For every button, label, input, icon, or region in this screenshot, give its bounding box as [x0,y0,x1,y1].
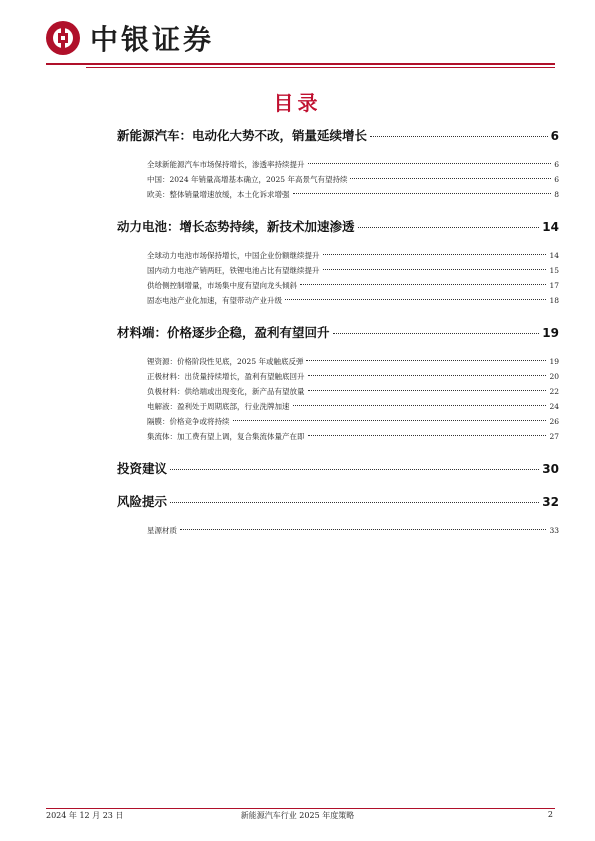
dot-leader [300,284,546,285]
toc-subsection-title: 欧美：整体销量增速放缓，本土化诉求增强 [147,190,290,199]
toc-section-entry[interactable] [117,323,559,345]
toc-subsection-title: 全球新能源汽车市场保持增长，渗透率持续提升 [147,160,305,169]
toc-page-number: 32 [542,495,559,509]
dot-leader [233,420,547,421]
toc-subsection-entry[interactable] [117,250,559,265]
toc-subsection-entry[interactable] [117,431,559,446]
toc-section-title: 动力电池：增长态势持续，新技术加速渗透 [117,219,355,234]
toc-page-number: 14 [549,251,559,260]
footer-date: 2024 年 12 月 23 日 [46,811,124,820]
boc-logo-icon [46,21,80,55]
toc-subsection-entry[interactable] [117,371,559,386]
toc-subsection-title: 隔膜：价格竞争或将持续 [147,417,230,426]
dot-leader [293,405,547,406]
toc-section-entry[interactable] [117,126,559,148]
dot-leader [308,163,552,164]
toc-subsection-title: 锂资源：价格阶段性见底，2025 年或触底反弹 [147,357,304,366]
toc-subsection-entry[interactable] [117,356,559,371]
dot-leader [333,333,540,334]
brand-name: 中银证券 [90,23,215,56]
toc-subsection-title: 供给侧控制增量，市场集中度有望向龙头倾斜 [147,281,297,290]
footer-doc-title: 新能源汽车行业 2025 年度策略 [240,811,355,820]
toc-section-title: 风险提示 [117,494,168,509]
toc-subsection-title: 国内动力电池产销两旺，铁锂电池占比有望继续提升 [147,266,320,275]
toc-page-number: 6 [550,129,559,143]
toc-subsection-entry[interactable] [117,174,559,189]
toc-subsection-title: 星源材质 [147,526,177,535]
dot-leader [308,390,547,391]
toc-subsection-title: 正极材料：出货量持续增长，盈利有望触底回升 [147,372,305,381]
dot-leader [370,136,548,137]
toc-section-entry[interactable] [117,459,559,481]
dot-leader [350,178,551,179]
dot-leader [293,193,552,194]
toc-section-title: 投资建议 [117,461,168,476]
toc-page-number: 19 [549,357,559,366]
toc-subsection-title: 固态电池产业化加速，有望带动产业升级 [147,296,282,305]
toc-subsection-title: 中国：2024 年销量高增基本确立，2025 年高景气有望持续 [147,175,348,184]
toc-section-title: 材料端：价格逐步企稳，盈利有望回升 [117,325,330,340]
toc-page-number: 6 [554,160,559,169]
footer-divider [46,808,555,809]
header-divider [46,63,555,65]
dot-leader [170,502,539,503]
toc-page-number: 15 [549,266,559,275]
toc-subsection-entry[interactable] [117,525,559,540]
toc-page-number: 30 [542,462,559,476]
toc-page-number: 20 [549,372,559,381]
toc-page-number: 26 [549,417,559,426]
toc-section-title: 新能源汽车：电动化大势不改，销量延续增长 [117,128,368,143]
dot-leader [170,469,539,470]
toc-page-number: 27 [549,432,559,441]
dot-leader [323,269,547,270]
table-of-contents [117,126,559,540]
toc-subsection-entry[interactable] [117,265,559,280]
toc-subsection-entry[interactable] [117,280,559,295]
toc-page-number: 14 [542,220,559,234]
toc-section-entry[interactable] [117,217,559,239]
toc-page-number: 33 [549,526,559,535]
dot-leader [180,529,546,530]
toc-subsection-title: 负极材料：供给端或出现变化，新产品有望放量 [147,387,305,396]
toc-page-number: 19 [542,326,559,340]
toc-subsection-title: 全球动力电池市场保持增长，中国企业份额继续提升 [147,251,320,260]
dot-leader [323,254,547,255]
dot-leader [358,227,540,228]
toc-title: 目录 [273,91,322,115]
toc-subsection-entry[interactable] [117,386,559,401]
dot-leader [308,375,547,376]
toc-subsection-title: 电解液：盈利处于周期底部，行业洗牌加速 [147,402,290,411]
toc-page-number: 17 [549,281,559,290]
toc-page-number: 22 [549,387,559,396]
page-header [46,18,214,58]
footer-page-number: 2 [547,810,553,819]
header-divider-thin [86,67,555,68]
toc-page-number: 18 [549,296,559,305]
toc-subsection-entry[interactable] [117,159,559,174]
toc-subsection-entry[interactable] [117,189,559,204]
toc-page-number: 8 [554,190,559,199]
toc-page-number: 6 [554,175,559,184]
toc-subsection-title: 集流体：加工费有望上调，复合集流体量产在即 [147,432,305,441]
toc-subsection-entry[interactable] [117,295,559,310]
dot-leader [285,299,546,300]
toc-subsection-entry[interactable] [117,401,559,416]
toc-page-number: 24 [549,402,559,411]
toc-section-entry[interactable] [117,492,559,514]
dot-leader [308,435,547,436]
toc-subsection-entry[interactable] [117,416,559,431]
dot-leader [306,360,546,361]
